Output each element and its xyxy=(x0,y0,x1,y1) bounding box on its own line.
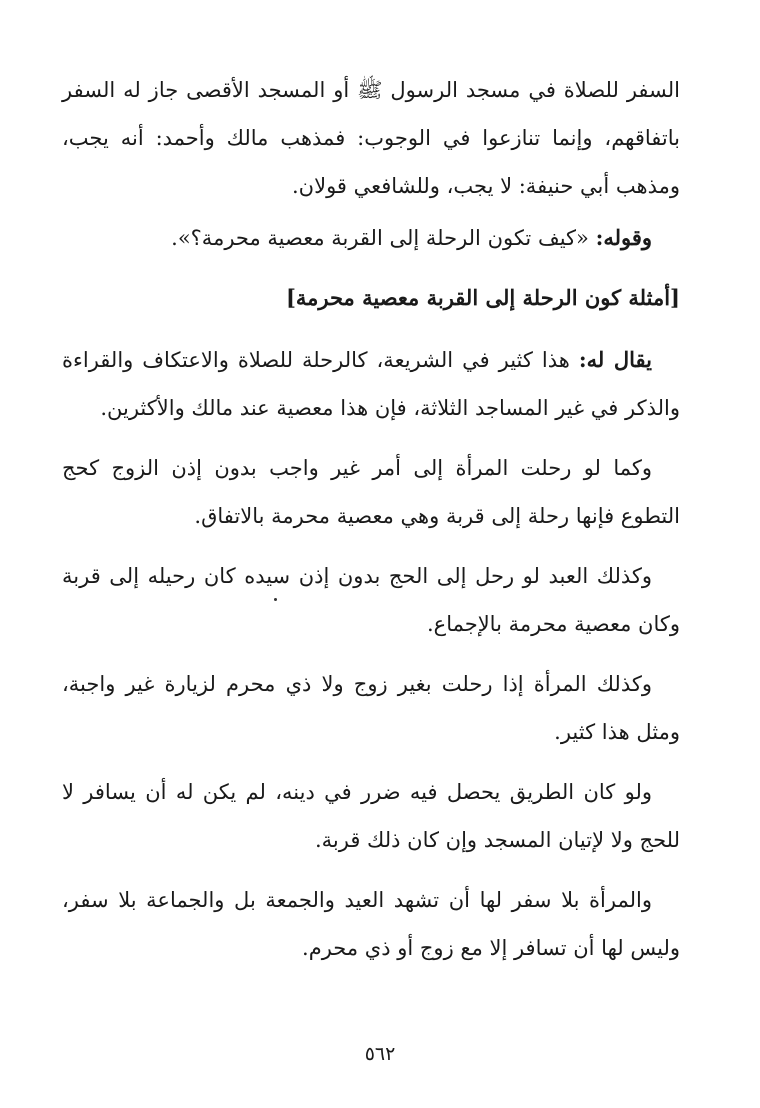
page-body xyxy=(62,66,680,984)
paragraph-5: وكذلك العبد لو رحل إلى الحج بدون إذن سيده كان رحيله إلى قربة وكان معصية محرمة بالإجماع. xyxy=(62,564,680,636)
paragraph-1: السفر للصلاة في مسجد الرسول ﷺ أو المسجد الأقصى جاز له السفر باتفاقهم، وإنما تنازعوا في الوجوب: فمذهب مالك وأحمد: أنه يجب، ومذهب أبي حنيفة: لا يجب، وللشافعي قولان. xyxy=(62,78,680,198)
paragraph-4: وكما لو رحلت المرأة إلى أمر غير واجب بدون إذن الزوج كحج التطوع فإنها رحلة إلى قربة وهي معصية محرمة بالاتفاق. xyxy=(62,456,680,528)
stray-mark xyxy=(274,598,277,601)
paragraph-3-text: هذا كثير في الشريعة، كالرحلة للصلاة والاعتكاف والقراءة والذكر في غير المساجد الثلاثة، فإن هذا معصية عند مالك والأكثرين. xyxy=(62,348,680,420)
paragraph-6: وكذلك المرأة إذا رحلت بغير زوج ولا ذي محرم لزيارة غير واجبة، ومثل هذا كثير. xyxy=(62,672,680,744)
paragraph-3-lead: يقال له: xyxy=(578,347,652,372)
paragraph-3 xyxy=(62,336,680,432)
section-heading: [أمثلة كون الرحلة إلى القربة معصية محرمة] xyxy=(285,285,680,310)
paragraph-2-text: «كيف تكون الرحلة إلى القربة معصية محرمة؟». xyxy=(171,226,596,250)
paragraph-2 xyxy=(62,214,680,262)
page-number: ٥٦٢ xyxy=(364,1043,396,1065)
paragraph-7: ولو كان الطريق يحصل فيه ضرر في دينه، لم يكن له أن يسافر لا للحج ولا لإتيان المسجد وإن كان ذلك قربة. xyxy=(62,780,680,852)
paragraph-8: والمرأة بلا سفر لها أن تشهد العيد والجمعة بل والجماعة بلا سفر، وليس لها أن تسافر إلا مع زوج أو ذي محرم. xyxy=(62,888,680,960)
paragraph-2-lead: وقوله: xyxy=(595,225,652,250)
